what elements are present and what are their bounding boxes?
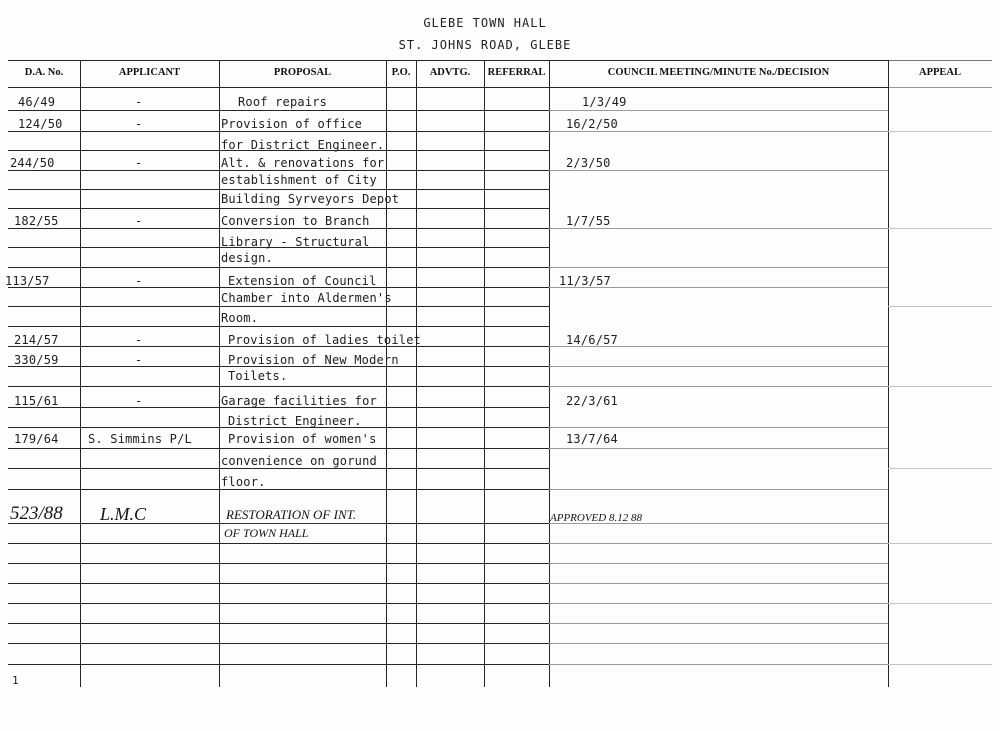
appeal-top-line bbox=[888, 60, 992, 61]
da-number-handwritten: 523/88 bbox=[10, 503, 63, 524]
row-line bbox=[8, 563, 549, 564]
faint-line bbox=[888, 468, 992, 469]
proposal-line: Provision of ladies toilet bbox=[228, 333, 422, 347]
proposal-line: Alt. & renovations for bbox=[221, 156, 385, 170]
row-line bbox=[8, 306, 549, 307]
header-advtg: ADVTG. bbox=[429, 67, 471, 78]
applicant: - bbox=[135, 156, 143, 170]
col-divider-7 bbox=[888, 60, 889, 687]
decision: 14/6/57 bbox=[566, 333, 618, 347]
row-line bbox=[8, 623, 549, 624]
applicant: - bbox=[135, 333, 143, 347]
applicant: - bbox=[135, 353, 143, 367]
proposal-line: Provision of women's bbox=[228, 432, 377, 446]
applicant: S. Simmins P/L bbox=[88, 432, 192, 446]
row-line bbox=[8, 228, 549, 229]
applicant: - bbox=[135, 274, 143, 288]
row-line bbox=[8, 131, 549, 132]
faint-line bbox=[549, 110, 888, 111]
col-divider-4 bbox=[416, 60, 417, 687]
row-line bbox=[8, 386, 549, 387]
applicant: - bbox=[135, 214, 143, 228]
faint-line bbox=[549, 427, 888, 428]
proposal-line: for District Engineer. bbox=[221, 138, 385, 152]
col-divider-1 bbox=[80, 60, 81, 687]
row-line bbox=[8, 267, 549, 268]
da-number: 115/61 bbox=[14, 394, 59, 408]
faint-line bbox=[549, 623, 888, 624]
decision: 13/7/64 bbox=[566, 432, 618, 446]
da-number: 46/49 bbox=[18, 95, 56, 109]
header-proposal: PROPOSAL bbox=[273, 67, 332, 78]
da-number: 214/57 bbox=[14, 333, 59, 347]
row-line bbox=[8, 603, 549, 604]
row-line bbox=[8, 208, 549, 209]
proposal-line: Toilets. bbox=[228, 369, 288, 383]
da-number: 124/50 bbox=[18, 117, 63, 131]
faint-line bbox=[549, 170, 888, 171]
proposal-line: Building Syrveyors Depot bbox=[221, 192, 400, 206]
faint-line bbox=[549, 583, 888, 584]
proposal-line: convenience on gorund bbox=[221, 454, 377, 468]
proposal-line: Extension of Council bbox=[228, 274, 377, 288]
proposal-line: Provision of New Modern bbox=[228, 353, 399, 367]
faint-line bbox=[549, 366, 888, 367]
faint-line bbox=[888, 543, 992, 544]
proposal-handwritten: OF TOWN HALL bbox=[224, 526, 309, 540]
da-number: 330/59 bbox=[14, 353, 59, 367]
faint-line bbox=[888, 664, 992, 665]
proposal-line: Library - Structural bbox=[221, 235, 370, 249]
proposal-line: Provision of office bbox=[221, 117, 363, 131]
col-divider-3 bbox=[386, 60, 387, 687]
decision: 1/3/49 bbox=[582, 95, 627, 109]
row-line bbox=[8, 170, 549, 171]
row-line bbox=[8, 448, 549, 449]
header-referral: REFERRAL bbox=[487, 67, 546, 78]
proposal-line: District Engineer. bbox=[228, 414, 362, 428]
header-da-no: D.A. No. bbox=[24, 67, 64, 78]
col-divider-5 bbox=[484, 60, 485, 687]
proposal-line: design. bbox=[221, 251, 273, 265]
faint-line bbox=[549, 386, 888, 387]
proposal-handwritten: RESTORATION OF INT. bbox=[226, 507, 357, 522]
proposal-line: establishment of City bbox=[221, 173, 377, 187]
faint-line bbox=[549, 267, 888, 268]
applicant: - bbox=[135, 117, 143, 131]
proposal-line: Chamber into Aldermen's bbox=[221, 291, 392, 305]
faint-line bbox=[888, 228, 992, 229]
da-number: 244/50 bbox=[10, 156, 55, 170]
col-divider-2 bbox=[219, 60, 220, 687]
row-line bbox=[8, 664, 549, 665]
header-council-decision: COUNCIL MEETING/MINUTE No./DECISION bbox=[607, 67, 830, 78]
da-number: 182/55 bbox=[14, 214, 59, 228]
decision: 2/3/50 bbox=[566, 156, 611, 170]
faint-line bbox=[549, 664, 888, 665]
row-line bbox=[8, 543, 549, 544]
decision-handwritten: APPROVED 8.12 88 bbox=[550, 512, 642, 524]
header-po: P.O. bbox=[391, 67, 411, 78]
proposal-line: Conversion to Branch bbox=[221, 214, 370, 228]
row-line bbox=[8, 468, 549, 469]
da-number: 113/57 bbox=[5, 274, 50, 288]
da-number: 179/64 bbox=[14, 432, 59, 446]
proposal-line: Roof repairs bbox=[238, 95, 328, 109]
stray-mark: 1 bbox=[12, 674, 19, 687]
header-bottom-line bbox=[8, 87, 888, 88]
decision: 22/3/61 bbox=[566, 394, 618, 408]
faint-line bbox=[549, 131, 888, 132]
row-line bbox=[8, 643, 549, 644]
faint-line bbox=[888, 306, 992, 307]
header-applicant: APPLICANT bbox=[118, 67, 181, 78]
faint-line bbox=[549, 603, 888, 604]
row-line bbox=[8, 489, 549, 490]
header-appeal: APPEAL bbox=[919, 67, 961, 78]
faint-line bbox=[888, 386, 992, 387]
faint-line bbox=[549, 643, 888, 644]
faint-line bbox=[549, 489, 888, 490]
proposal-line: floor. bbox=[221, 475, 266, 489]
appeal-header-line bbox=[888, 87, 992, 88]
row-line bbox=[8, 326, 549, 327]
faint-line bbox=[549, 228, 888, 229]
handwritten-underline bbox=[224, 523, 384, 524]
document-subtitle: ST. JOHNS ROAD, GLEBE bbox=[398, 38, 572, 52]
proposal-line: Room. bbox=[221, 311, 259, 325]
applicant-handwritten: L.M.C bbox=[100, 504, 147, 524]
applicant: - bbox=[135, 394, 143, 408]
row-line bbox=[8, 110, 549, 111]
decision: 11/3/57 bbox=[559, 274, 611, 288]
faint-line bbox=[888, 603, 992, 604]
faint-line bbox=[549, 448, 888, 449]
col-divider-6 bbox=[549, 60, 550, 687]
row-line bbox=[8, 189, 549, 190]
applicant: - bbox=[135, 95, 143, 109]
document-title: GLEBE TOWN HALL bbox=[423, 16, 547, 30]
table-top-line bbox=[8, 60, 888, 61]
faint-line bbox=[888, 131, 992, 132]
proposal-line: Garage facilities for bbox=[221, 394, 377, 408]
decision: 1/7/55 bbox=[566, 214, 611, 228]
faint-line bbox=[549, 543, 888, 544]
faint-line bbox=[549, 563, 888, 564]
decision: 16/2/50 bbox=[566, 117, 618, 131]
row-line bbox=[8, 583, 549, 584]
